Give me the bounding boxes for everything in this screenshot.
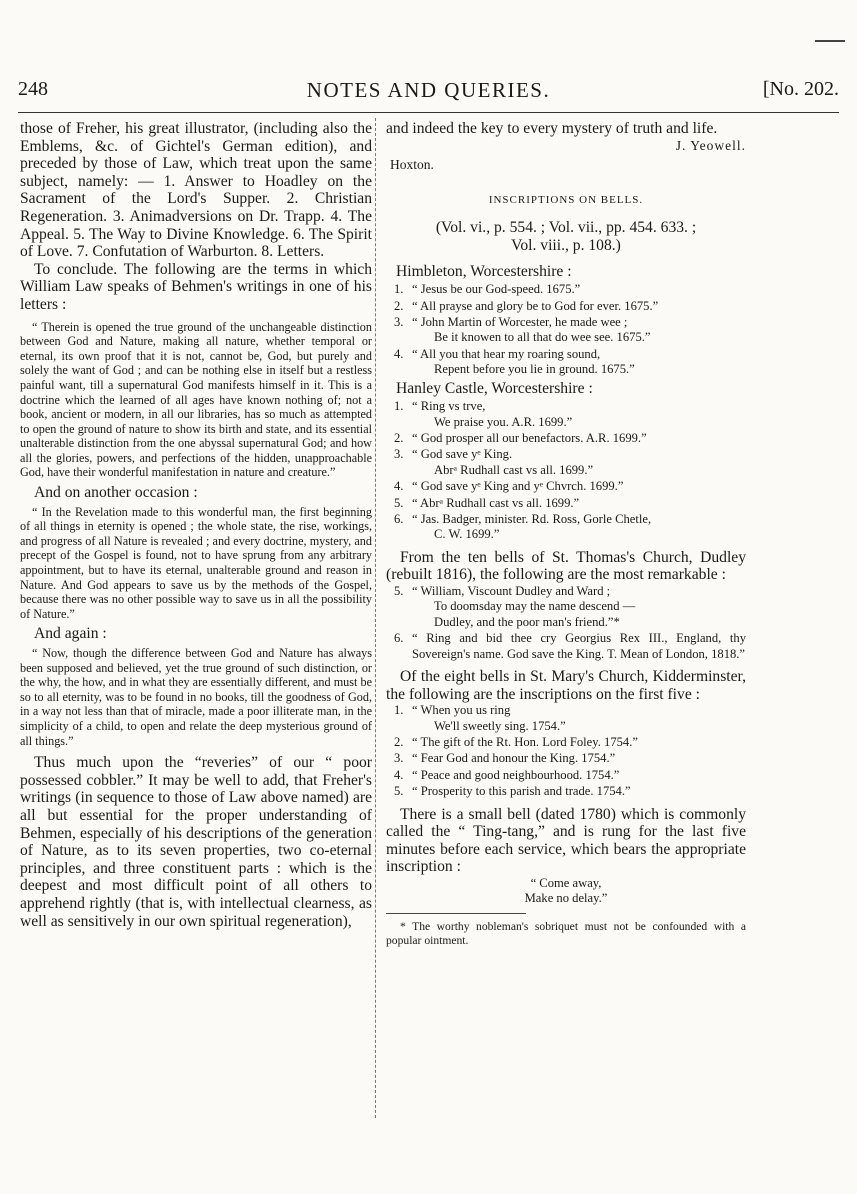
paragraph: From the ten bells of St. Thomas's Church, Dudley (rebuilt 1816), the following are the most remarkable : xyxy=(386,548,746,584)
list-item: 3. “ John Martin of Worcester, he made wee ; Be it knowen to all that do wee see. 1675.” xyxy=(394,314,651,345)
paragraph: those of Freher, his great illustrator, (including also the Emblems, &c. of Gichtel's German edition), and preceded by those of Law, which treat upon the same subject, namely: — 1. Answer to Hoadley on the Sacrament of the Lord's Supper. 2. Christian Regeneration. 3. Animadversions on Dr. Trapp. 4. The Appeal. 5. The Way to Divine Knowledge. 6. The Spirit of Love. 7. Confutation of Warburton. 8. Letters. xyxy=(20,120,372,261)
footnote-rule xyxy=(386,913,526,914)
list-item: 6. “ Jas. Badger, minister. Rd. Ross, Gorle Chetle, C. W. 1699.” xyxy=(394,512,652,542)
list-item: 5. “ William, Viscount Dudley and Ward ; To doomsday may the name descend — Dudley, and the poor man's friend.”* xyxy=(394,584,636,629)
list-item: 1. “ When you us ring We'll sweetly sing. 1754.” xyxy=(394,703,566,733)
list-item: 4. “ God save yᵉ King and yᵉ Chvrch. 1699.” xyxy=(394,479,624,494)
list-item: 1. “ Jesus be our God-speed. 1675.” xyxy=(394,282,581,297)
footnote: * The worthy nobleman's sobriquet must not be confounded with a popular ointment. xyxy=(386,919,746,947)
dudley-list xyxy=(386,584,746,662)
list-item: 2. “ The gift of the Rt. Hon. Lord Foley. 1754.” xyxy=(394,735,638,750)
paragraph: Thus much upon the “reveries” of our “ poor possessed cobbler.” It may be well to add, that Freher's writings (in sequence to those of Law above named) are all but essential for the proper understanding of Behmen, especially of his descriptions of the generation of Nature, as to its seven properties, two co-eternal principles, and three constituent parts : which is the deepest and most difficult point of all others to apprehend rightly (that is, with intellectual clearness, as well as sensitively in our own spiritual regeneration), xyxy=(20,754,372,930)
section-title: INSCRIPTIONS ON BELLS. xyxy=(488,193,644,206)
list-item: 6. “ Ring and bid thee cry Georgius Rex III., England, thy Sovereign's name. God save the King. T. Mean of London, 1818.” xyxy=(394,631,746,661)
page-number: 248 xyxy=(18,78,48,100)
location-heading: Hanley Castle, Worcestershire : xyxy=(396,379,593,397)
paragraph: Of the eight bells in St. Mary's Church, Kidderminster, the following are the inscriptions on the first five : xyxy=(386,668,746,703)
issue-number: [No. 202. xyxy=(762,78,839,100)
volume-references: (Vol. vi., p. 554. ; Vol. vii., pp. 454. 633. ; Vol. viii., p. 108.) xyxy=(435,219,697,254)
block-quote: “ Therein is opened the true ground of the unchangeable distinction between God and Nature, making all nature, whether temporal or eternal, its own proof that it is not, cannot be, God, but purely and solely the want of God ; and can be nothing else in itself but a restless painful want, till a supernatural God manifests himself in it. This is a doctrine which the learned of all ages have known nothing of; not a book, ancient or modern, in all our libraries, has so much as attempted to open the ground of nature to show its birth and state, and its essential unalterable distinction from the one abyssal supernatural God; and how all the glories, powers, and perfections of the hidden, unapproachable God, have their wonderful manifestation in nature and creature.” xyxy=(20,319,372,480)
list-item: 4. “ All you that hear my roaring sound, Repent before you lie in ground. 1675.” xyxy=(394,346,635,377)
subheading: And on another occasion : xyxy=(34,484,198,502)
location-heading: Himbleton, Worcestershire : xyxy=(396,262,572,280)
right-column xyxy=(386,120,746,948)
page-header xyxy=(18,78,839,110)
list-item: 5. “ Abrᵃ Rudhall cast vs all. 1699.” xyxy=(394,495,580,510)
place-name: Hoxton. xyxy=(390,157,434,173)
subheading: And again : xyxy=(34,625,107,643)
list-item: 2. “ God prosper all our benefactors. A.R. 1699.” xyxy=(394,431,647,445)
list-item: 2. “ All prayse and glory be to God for ever. 1675.” xyxy=(394,298,659,313)
list-item: 5. “ Prosperity to this parish and trade. 1754.” xyxy=(394,784,631,799)
left-column xyxy=(20,120,372,930)
list-item: 3. “ God save yᵉ King. Abrᵃ Rudhall cast vs all. 1699.” xyxy=(394,447,594,477)
list-item: 3. “ Fear God and honour the King. 1754.” xyxy=(394,751,616,766)
kidderminster-list xyxy=(386,703,746,799)
paragraph: There is a small bell (dated 1780) which is commonly called the “ Ting-tang,” and is rung for the last five minutes before each service, which bears the appropriate inscription : xyxy=(386,805,746,876)
column-divider xyxy=(375,118,376,1118)
himbleton-list xyxy=(386,282,746,377)
bell-inscription: “ Come away, Make no delay.” xyxy=(524,876,608,906)
signature: J. Yeowell. xyxy=(675,137,746,153)
paragraph: To conclude. The following are the terms in which William Law speaks of Behmen's writings in one of his letters : xyxy=(20,260,372,313)
corner-mark xyxy=(815,40,845,42)
paragraph: and indeed the key to every mystery of truth and life. xyxy=(386,120,718,137)
journal-title: NOTES AND QUERIES. xyxy=(306,78,551,102)
list-item: 4. “ Peace and good neighbourhood. 1754.” xyxy=(394,767,620,782)
hanley-list xyxy=(386,399,746,543)
list-item: 1. “ Ring vs trve, We praise you. A.R. 1699.” xyxy=(394,399,573,429)
block-quote: “ Now, though the difference between God and Nature has always been supposed and believed, yet the true ground of such distinction, or the why, the how, and in what they are essentially different, and must be so to all eternity, was to be found in no books, till the goodness of God, in a way not less than that of miracle, made a poor illiterate man, in the simplicity of a child, to open and relate the deep mysterious ground of all things.” xyxy=(20,646,372,748)
block-quote: “ In the Revelation made to this wonderful man, the first beginning of all things in eternity is opened ; the whole state, the rise, workings, and progress of all Nature is revealed ; and every doctrine, mystery, and precept of the Gospel is found, not to have sprung from any arbitrary appointment, but to have its eternal, unalterable ground and reason in Nature. And God appears to save us by the methods of the Gospel, because there was no other possible way to save us in all the possibility of Nature.” xyxy=(20,504,372,621)
header-rule xyxy=(18,112,839,113)
